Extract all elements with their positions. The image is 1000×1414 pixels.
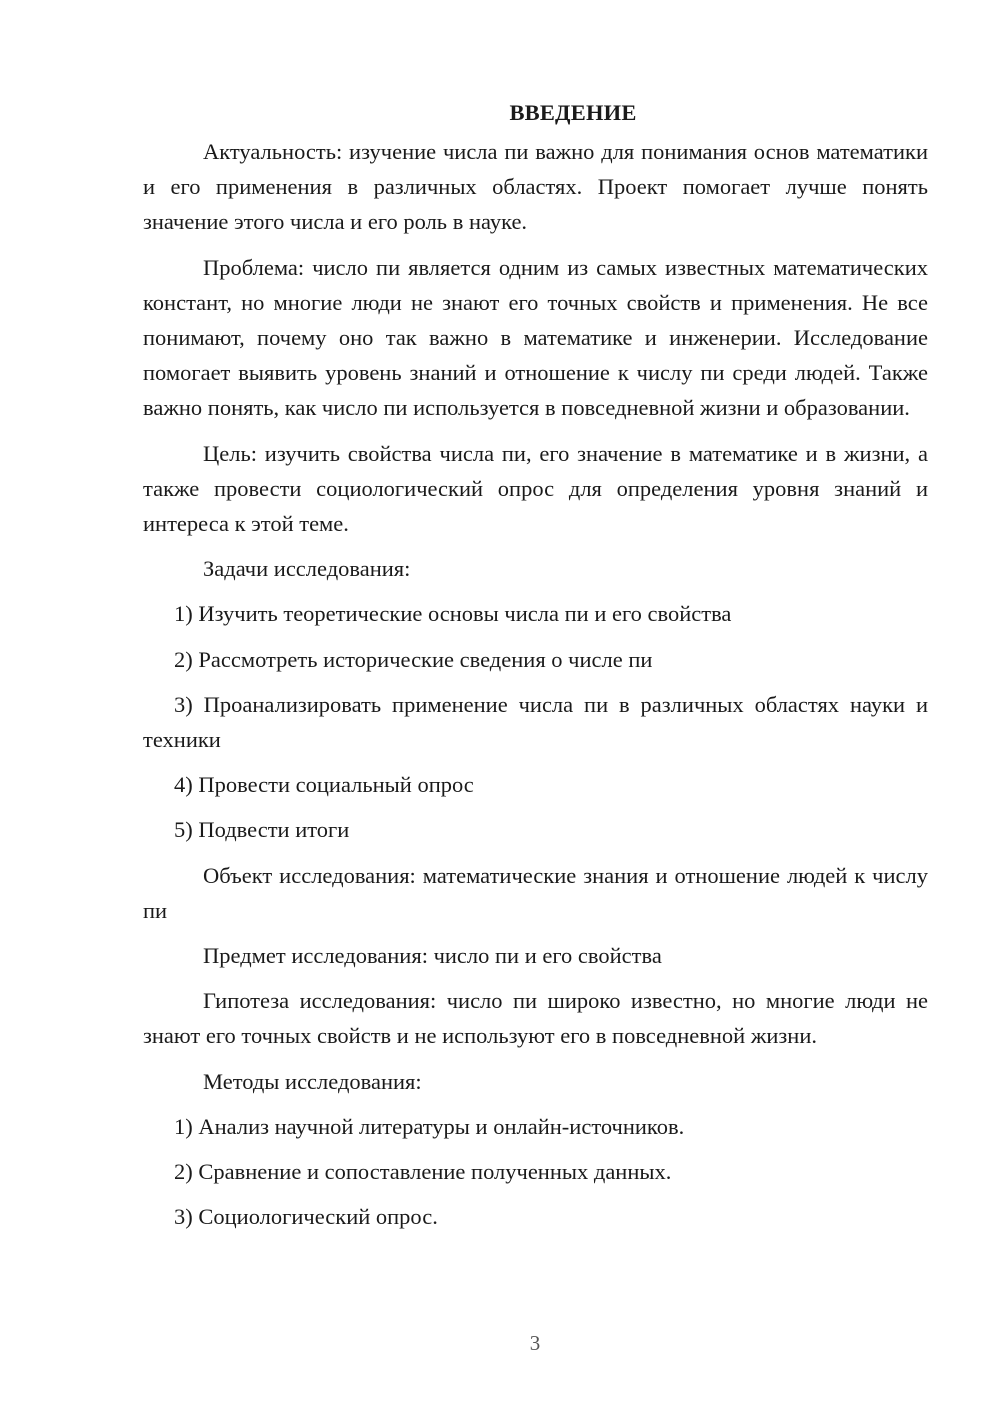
- method-item: 1) Анализ научной литературы и онлайн-источников.: [174, 1113, 685, 1139]
- task-item: 5) Подвести итоги: [174, 817, 350, 843]
- task-item: 1) Изучить теоретические основы числа пи и его свойства: [174, 601, 732, 627]
- paragraph-subject: Предмет исследования: число пи и его свойства: [203, 943, 662, 969]
- page-number: 3: [529, 1331, 541, 1355]
- paragraph-problem: Проблема: число пи является одним из самых известных математических констант, но многие люди не знают его точных свойств и применения. Не все понимают, почему оно так важно в математике и инженерии. Исследование помогает выявить уровень знаний и отношение к числу пи среди людей. Также важно понять, как число пи используется в повседневной жизни и образовании.: [143, 254, 928, 421]
- task-item: 4) Провести социальный опрос: [174, 772, 474, 798]
- method-item: 3) Социологический опрос.: [174, 1204, 438, 1230]
- task-item: 3) Проанализировать применение числа пи в различных областях науки и техники: [143, 691, 928, 753]
- document-body: [143, 95, 928, 1234]
- paragraph-hypothesis: Гипотеза исследования: число пи широко известно, но многие люди не знают его точных свойств и не используют его в повседневной жизни.: [143, 988, 928, 1049]
- paragraph-object: Объект исследования: математические знания и отношение людей к числу пи: [143, 862, 928, 923]
- task-item: 2) Рассмотреть исторические сведения о числе пи: [174, 646, 653, 672]
- paragraph-goal: Цель: изучить свойства числа пи, его значение в математике и в жизни, а также провести социологический опрос для определения уровня знаний и интереса к этой теме.: [143, 440, 928, 537]
- section-heading: ВВЕДЕНИЕ: [509, 100, 637, 125]
- methods-title: Методы исследования:: [203, 1068, 422, 1094]
- method-item: 2) Сравнение и сопоставление полученных данных.: [174, 1159, 672, 1185]
- tasks-title: Задачи исследования:: [203, 556, 411, 582]
- paragraph-relevance: Актуальность: изучение числа пи важно для понимания основ математики и его применения в различных областях. Проект помогает лучше понять значение этого числа и его роль в науке.: [143, 139, 928, 235]
